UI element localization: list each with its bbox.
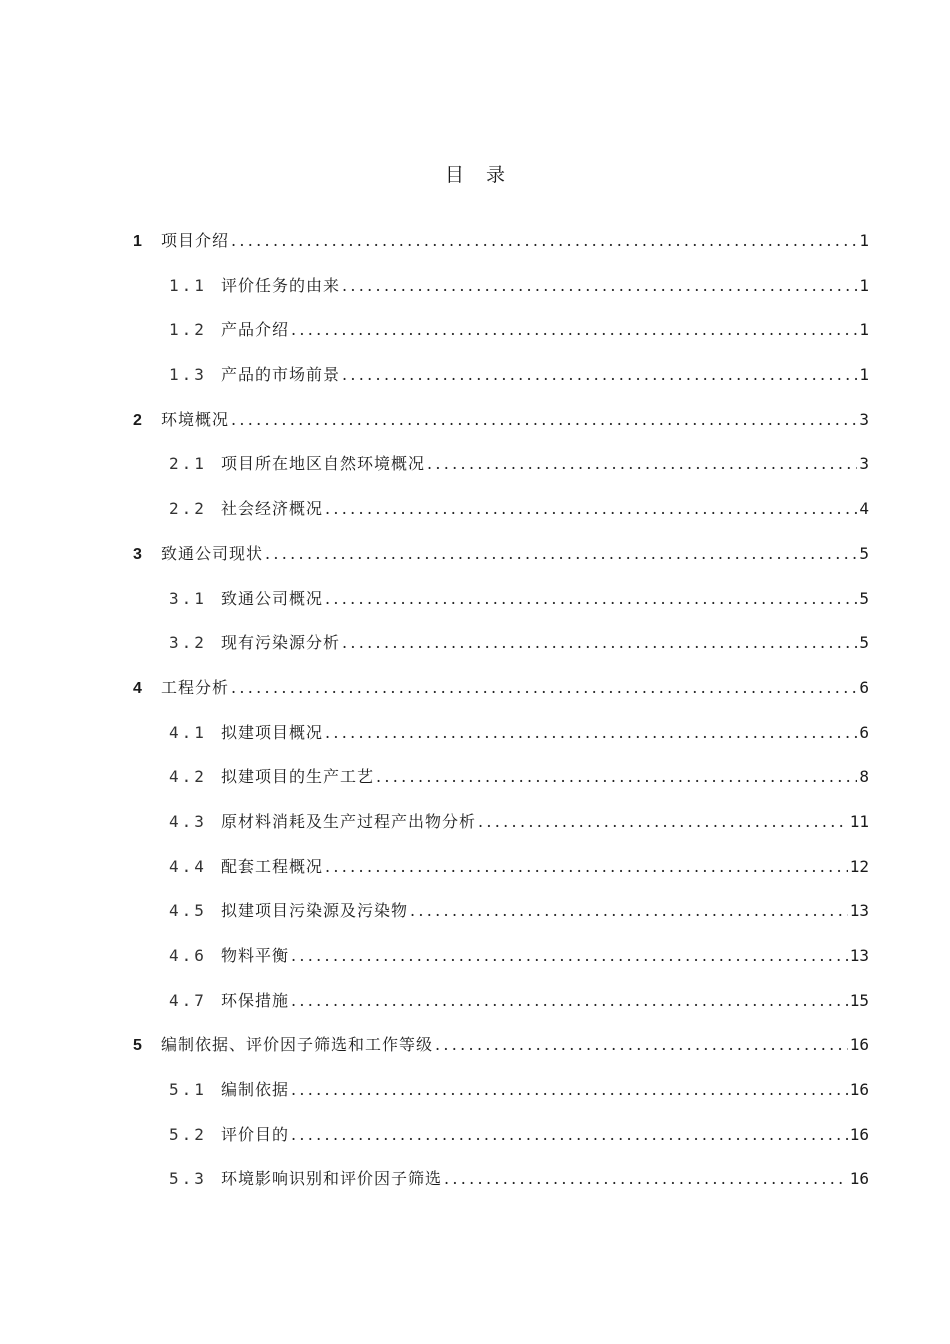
toc-entry-number: 3 (133, 545, 142, 563)
toc-entry-label: 编制依据 (221, 1080, 290, 1100)
toc-chapter-entry[interactable] (133, 666, 869, 711)
toc-entry-page-number: 5 (859, 633, 869, 653)
toc-entry-number: 5.3 (169, 1169, 207, 1189)
toc-dot-leader (410, 889, 848, 934)
toc-entry-number: 4.6 (169, 946, 207, 965)
toc-entry-number: 3.2 (169, 633, 207, 653)
toc-entry-number: 3.1 (169, 588, 207, 608)
toc-section-entry[interactable] (133, 577, 869, 622)
toc-entry-page-number: 1 (859, 320, 869, 340)
toc-entry-number: 1.1 (169, 275, 207, 295)
toc-chapter-entry[interactable] (133, 1023, 869, 1068)
toc-entry-label: 配套工程概况 (221, 856, 324, 876)
toc-entry-label: 产品的市场前景 (221, 365, 341, 385)
toc-section-entry[interactable] (133, 621, 869, 666)
toc-section-entry[interactable] (133, 264, 869, 309)
toc-section-entry[interactable] (133, 845, 869, 890)
toc-entry-page-number: 1 (859, 365, 869, 385)
toc-entry-number: 2.2 (169, 499, 207, 519)
toc-entry-label: 现有污染源分析 (221, 633, 341, 653)
toc-entry-page-number: 13 (849, 946, 869, 965)
toc-chapter-entry[interactable] (133, 398, 869, 443)
toc-entry-label: 产品介绍 (221, 320, 290, 340)
toc-entry-page-number: 11 (849, 811, 869, 831)
toc-dot-leader (444, 1157, 848, 1202)
toc-entry-page-number: 8 (859, 767, 869, 787)
toc-dot-leader (376, 755, 857, 800)
toc-entry-label: 致通公司概况 (221, 588, 324, 608)
toc-entry-number: 4.3 (169, 811, 207, 831)
toc-dot-leader (265, 532, 857, 577)
toc-entry-label: 评价任务的由来 (221, 275, 341, 295)
toc-dot-leader (342, 264, 857, 309)
toc-dot-leader (427, 442, 857, 487)
toc-section-entry[interactable] (133, 979, 869, 1024)
toc-entry-page-number: 3 (859, 409, 869, 429)
toc-list (133, 219, 869, 1202)
toc-section-entry[interactable] (133, 1157, 869, 1202)
toc-entry-page-number: 1 (859, 231, 869, 250)
toc-section-entry[interactable] (133, 934, 869, 979)
toc-section-entry[interactable] (133, 800, 869, 845)
toc-dot-leader (325, 711, 857, 756)
toc-chapter-entry[interactable] (133, 532, 869, 577)
toc-section-entry[interactable] (133, 755, 869, 800)
toc-dot-leader (478, 800, 848, 845)
toc-dot-leader (325, 845, 848, 890)
toc-entry-number: 2.1 (169, 454, 207, 474)
toc-dot-leader (231, 219, 857, 264)
toc-entry-page-number: 15 (849, 990, 869, 1010)
toc-entry-number: 5.2 (169, 1124, 207, 1144)
toc-entry-label: 环境影响识别和评价因子筛选 (221, 1169, 443, 1189)
toc-entry-label: 社会经济概况 (221, 499, 324, 519)
toc-chapter-entry[interactable] (133, 219, 869, 264)
toc-entry-label: 工程分析 (161, 677, 230, 697)
toc-entry-page-number: 1 (859, 275, 869, 295)
toc-title: 目录 (444, 164, 527, 186)
toc-section-entry[interactable] (133, 1068, 869, 1113)
toc-entry-number: 4.1 (169, 722, 207, 742)
toc-entry-number: 5.1 (169, 1080, 207, 1100)
toc-entry-number: 4.2 (169, 767, 207, 787)
toc-dot-leader (291, 1113, 848, 1158)
toc-entry-page-number: 3 (859, 454, 869, 474)
toc-entry-label: 物料平衡 (221, 946, 290, 965)
toc-entry-label: 拟建项目污染源及污染物 (221, 901, 409, 921)
toc-entry-number: 1.2 (169, 320, 207, 340)
toc-entry-label: 项目介绍 (161, 231, 230, 250)
toc-section-entry[interactable] (133, 353, 869, 398)
toc-section-entry[interactable] (133, 308, 869, 353)
toc-entry-page-number: 4 (859, 499, 869, 519)
toc-dot-leader (291, 979, 848, 1024)
toc-dot-leader (291, 308, 857, 353)
toc-dot-leader (231, 398, 857, 443)
toc-entry-label: 拟建项目概况 (221, 722, 324, 742)
toc-entry-page-number: 6 (859, 677, 869, 697)
toc-entry-page-number: 16 (849, 1124, 869, 1144)
toc-entry-page-number: 12 (849, 856, 869, 876)
toc-section-entry[interactable] (133, 1113, 869, 1158)
toc-entry-number: 4.4 (169, 856, 207, 876)
toc-entry-label: 评价目的 (221, 1124, 290, 1144)
toc-section-entry[interactable] (133, 711, 869, 756)
toc-dot-leader (342, 621, 857, 666)
toc-section-entry[interactable] (133, 442, 869, 487)
toc-entry-page-number: 16 (849, 1035, 869, 1055)
toc-entry-label: 原材料消耗及生产过程产出物分析 (221, 811, 477, 831)
toc-entry-number: 1.3 (169, 365, 207, 385)
toc-entry-number: 2 (133, 411, 142, 429)
toc-dot-leader (291, 1068, 848, 1113)
toc-entry-label: 环境概况 (161, 409, 230, 429)
toc-entry-page-number: 16 (849, 1169, 869, 1189)
toc-section-entry[interactable] (133, 487, 869, 532)
toc-entry-label: 致通公司现状 (161, 543, 264, 563)
toc-entry-number: 4 (133, 679, 142, 697)
toc-entry-page-number: 5 (859, 543, 869, 563)
toc-dot-leader (325, 577, 857, 622)
toc-entry-number: 1 (133, 233, 142, 250)
toc-dot-leader (435, 1023, 848, 1068)
toc-entry-page-number: 16 (849, 1080, 869, 1100)
toc-entry-label: 编制依据、评价因子筛选和工作等级 (161, 1035, 434, 1055)
toc-section-entry[interactable] (133, 889, 869, 934)
toc-dot-leader (325, 487, 857, 532)
toc-entry-number: 4.5 (169, 901, 207, 921)
toc-dot-leader (291, 934, 848, 979)
toc-entry-label: 环保措施 (221, 990, 290, 1010)
toc-entry-page-number: 13 (849, 901, 869, 921)
toc-entry-label: 项目所在地区自然环境概况 (221, 454, 426, 474)
toc-entry-page-number: 6 (859, 722, 869, 742)
toc-entry-label: 拟建项目的生产工艺 (221, 767, 375, 787)
toc-entry-number: 5 (133, 1037, 142, 1055)
toc-entry-page-number: 5 (859, 588, 869, 608)
toc-dot-leader (231, 666, 857, 711)
toc-entry-number: 4.7 (169, 990, 207, 1010)
toc-dot-leader (342, 353, 857, 398)
